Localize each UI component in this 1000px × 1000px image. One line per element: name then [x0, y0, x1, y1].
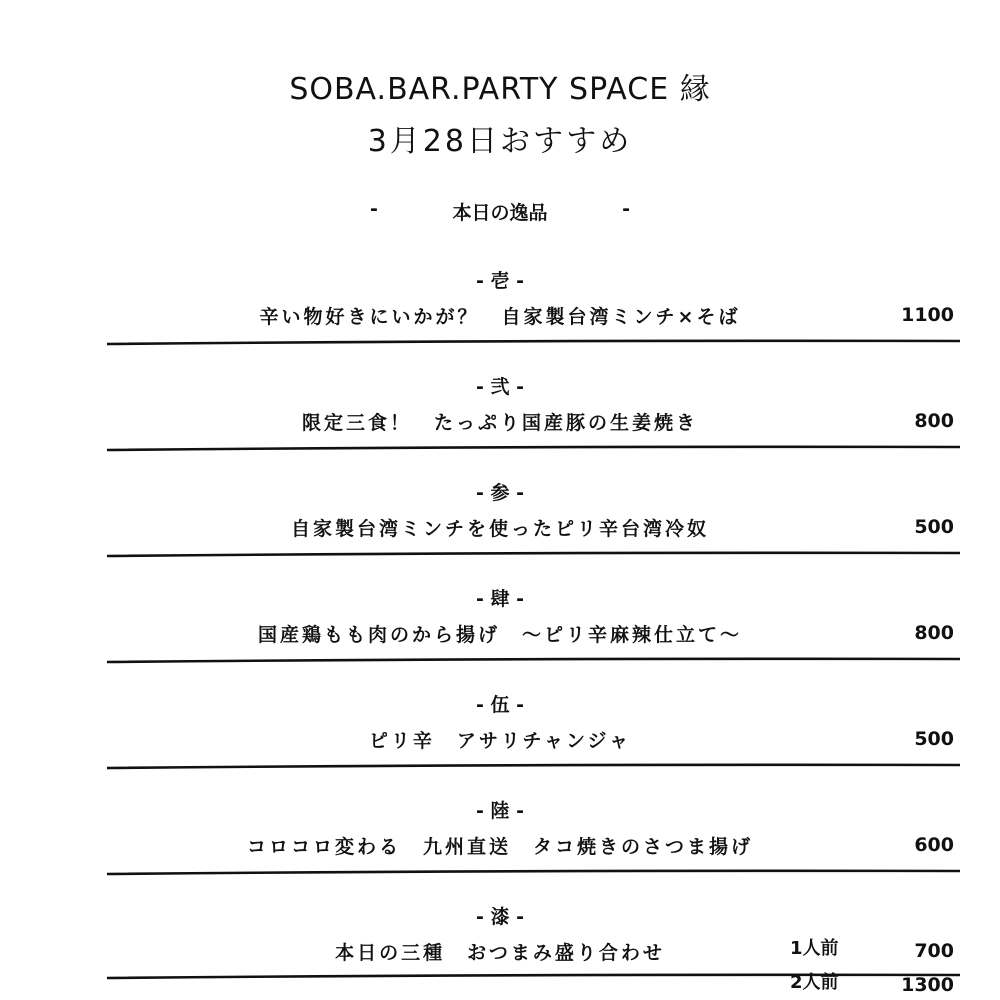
item-number: - 肆 -	[475, 588, 524, 610]
item-divider	[107, 762, 960, 770]
item-number: - 壱 -	[475, 270, 524, 292]
item-price: 800	[914, 622, 954, 644]
item-name: 国産鶏もも肉のから揚げ ～ピリ辛麻辣仕立て～	[257, 624, 742, 646]
item-price: 500	[914, 728, 954, 750]
item-name: 本日の三種 おつまみ盛り合わせ	[335, 942, 665, 964]
item-divider	[107, 656, 960, 664]
item-divider	[107, 444, 960, 452]
section-label: 本日の逸品	[452, 202, 548, 224]
item-divider	[107, 868, 960, 876]
item-name: 限定三食！ たっぷり国産豚の生姜焼き	[301, 412, 698, 434]
item-divider	[107, 338, 960, 346]
portion-label-1: 1人前	[790, 938, 839, 959]
menu-item	[0, 478, 1000, 584]
portion-label-2: 2人前	[790, 972, 839, 993]
item-number: - 陸 -	[475, 800, 524, 822]
item-number: - 伍 -	[475, 694, 524, 716]
item-price: 1100	[901, 304, 954, 326]
menu-item	[0, 796, 1000, 902]
item-price: 700	[914, 940, 954, 962]
item-name: 自家製台湾ミンチを使ったピリ辛台湾冷奴	[290, 518, 709, 540]
item-name: 辛い物好きにいかが？ 自家製台湾ミンチ×そば	[259, 306, 741, 328]
item-name: ピリ辛 アサリチャンジャ	[368, 730, 632, 752]
menu-item	[0, 372, 1000, 478]
section-dash-left: -	[370, 198, 378, 220]
menu-item	[0, 584, 1000, 690]
item-name: コロコロ変わる 九州直送 タコ焼きのさつま揚げ	[246, 836, 753, 858]
item-price: 600	[914, 834, 954, 856]
item-price: 800	[914, 410, 954, 432]
item-divider	[107, 550, 960, 558]
section-heading	[370, 198, 630, 225]
menu-item	[0, 902, 1000, 1000]
section-dash-right: -	[622, 198, 630, 220]
menu-item	[0, 266, 1000, 372]
menu-date-heading: 3月28日おすすめ	[367, 124, 633, 159]
item-price-2: 1300	[901, 974, 954, 996]
item-number: - 弐 -	[475, 376, 524, 398]
menu-title: SOBA.BAR.PARTY SPACE 縁	[289, 72, 711, 107]
item-number: - 漆 -	[475, 906, 524, 928]
menu-item	[0, 690, 1000, 796]
item-price: 500	[914, 516, 954, 538]
item-number: - 参 -	[475, 482, 524, 504]
